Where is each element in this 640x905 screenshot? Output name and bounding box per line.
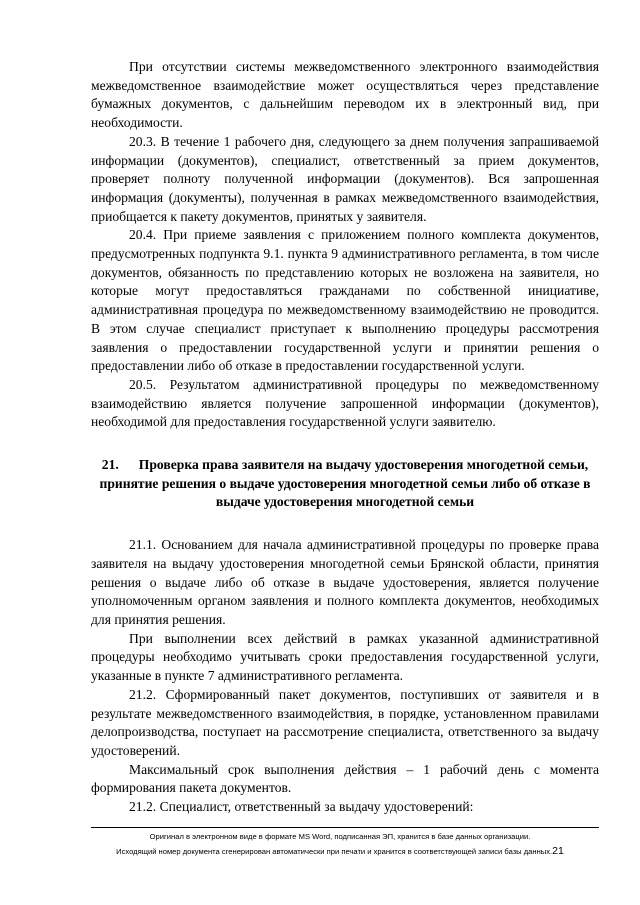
footer-line-1: Оригинал в электронном виде в формате MS Word, подписанная ЭП, хранится в базе данных организации. xyxy=(149,832,531,841)
section-title: Проверка права заявителя на выдачу удостоверения многодетной семьи, принятие решения о выдаче удостоверения многодетной семьи либо об отказе в выдаче удостоверения многодетной семьи xyxy=(99,457,591,510)
paragraph: 20.3. В течение 1 рабочего дня, следующего за днем получения запрашиваемой информации (документов), специалист, ответственный за прием документов, проверяет полноту полученной информации (документов). Вся запрошенная информация (документы), полученная в рамках межведомственного взаимодействия, приобщается к пакету документов, принятых у заявителя. xyxy=(91,133,599,224)
footer-divider xyxy=(91,827,599,828)
footer-line-2 xyxy=(60,844,620,859)
footer-line-2-text: Исходящий номер документа сгенерирован автоматически при печати и хранится в соответствующей записи базы данных. xyxy=(116,847,553,856)
section-number: 21. xyxy=(101,457,119,473)
document-body xyxy=(91,58,599,817)
paragraph: 21.1. Основанием для начала административной процедуры по проверке права заявителя на выдачу удостоверения многодетной семьи Брянской области, принятия решения о выдаче либо об отказе в выдаче удостоверения, является получение уполномоченным органом заявления и полного комплекта документов, необходимых для принятия решения. xyxy=(91,537,599,627)
section-heading xyxy=(91,456,599,512)
page-number: 21 xyxy=(552,845,564,857)
paragraph: При выполнении всех действий в рамках указанной административной процедуры необходимо учитывать сроки предоставления государственной услуги, указанные в пункте 7 административного регламента. xyxy=(91,630,599,684)
paragraph: Максимальный срок выполнения действия – 1 рабочий день с момента формирования пакета документов. xyxy=(91,761,599,796)
paragraph: 20.5. Результатом административной процедуры по межведомственному взаимодействию является получение запрошенной информации (документов), необходимой для предоставления государственной услуги заявителю. xyxy=(91,376,599,430)
paragraph: 20.4. При приеме заявления с приложением полного комплекта документов, предусмотренных подпункта 9.1. пункта 9 административного регламента, в том числе документов, обязанность по представлению которых не возложена на заявителя, но которые могут предоставляться гражданами по собственной инициативе, административная процедура по межведомственному взаимодействию не проводится. В этом случае специалист приступает к выполнению процедуры рассмотрения заявления о предоставлении государственной услуги и принятии решения о предоставлении либо об отказе в предоставлении государственной услуги. xyxy=(91,227,599,374)
paragraph: 21.2. Сформированный пакет документов, поступивших от заявителя и в результате межведомственного взаимодействия, в порядке, установленном правилами делопроизводства, поступает на рассмотрение специалиста, ответственного за выдачу удостоверений. xyxy=(91,686,599,758)
paragraph: 21.2. Специалист, ответственный за выдачу удостоверений: xyxy=(129,799,474,815)
page-footer xyxy=(60,830,620,859)
paragraph: При отсутствии системы межведомственного электронного взаимодействия межведомственное взаимодействие может осуществляться через представление бумажных документов, с дальнейшим переводом их в электронный вид, при необходимости. xyxy=(91,59,599,131)
